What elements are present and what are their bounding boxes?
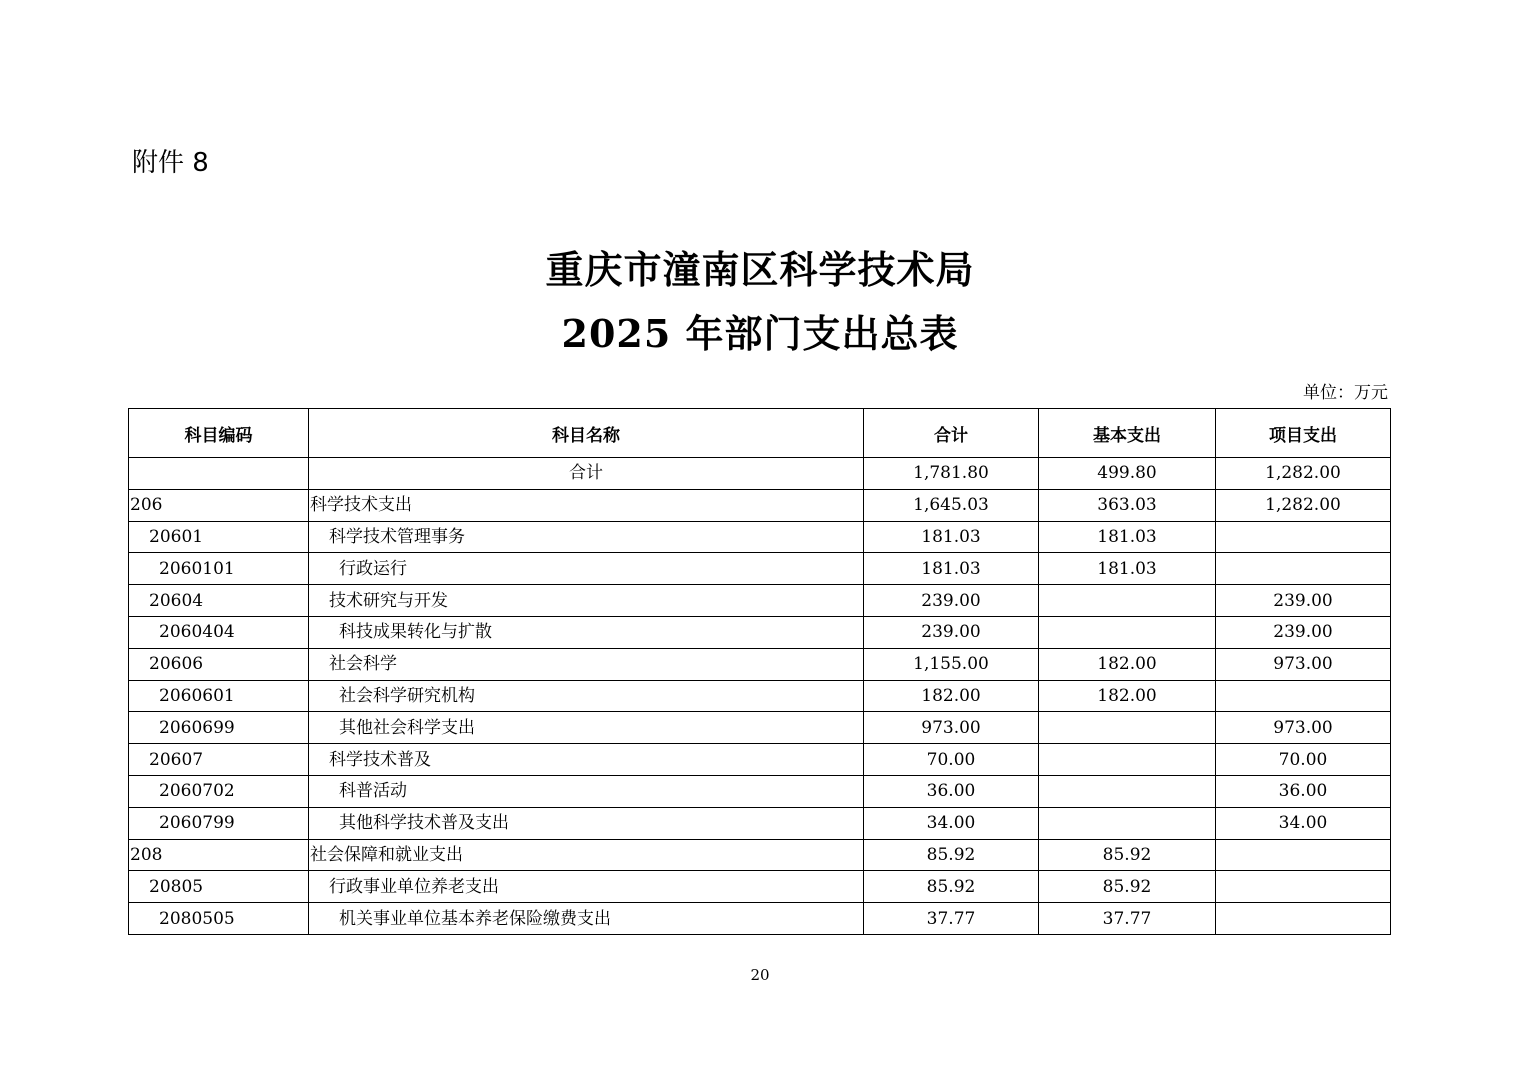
table-row <box>129 648 1391 680</box>
cell-project <box>1216 903 1391 935</box>
cell-project <box>1216 521 1391 553</box>
table-row <box>129 458 1391 490</box>
table-row <box>129 680 1391 712</box>
table-row <box>129 616 1391 648</box>
cell-total: 1,645.03 <box>864 489 1039 521</box>
cell-name: 科学技术支出 <box>309 489 864 521</box>
cell-total: 37.77 <box>864 903 1039 935</box>
table-row <box>129 585 1391 617</box>
cell-code: 20601 <box>129 521 309 553</box>
cell-basic: 85.92 <box>1039 871 1216 903</box>
cell-name: 其他科学技术普及支出 <box>309 807 864 839</box>
table-row <box>129 712 1391 744</box>
cell-code: 2060799 <box>129 807 309 839</box>
cell-name: 社会科学 <box>309 648 864 680</box>
cell-name: 其他社会科学支出 <box>309 712 864 744</box>
cell-name: 科学技术普及 <box>309 744 864 776</box>
cell-basic: 182.00 <box>1039 648 1216 680</box>
cell-code: 2060699 <box>129 712 309 744</box>
cell-basic: 363.03 <box>1039 489 1216 521</box>
cell-basic: 181.03 <box>1039 553 1216 585</box>
cell-total: 1,155.00 <box>864 648 1039 680</box>
cell-project: 973.00 <box>1216 712 1391 744</box>
cell-project: 70.00 <box>1216 744 1391 776</box>
cell-basic: 499.80 <box>1039 458 1216 490</box>
header-name: 科目名称 <box>309 409 864 458</box>
cell-project <box>1216 680 1391 712</box>
unit-label: 单位：万元 <box>1303 383 1388 403</box>
header-project: 项目支出 <box>1216 409 1391 458</box>
cell-project: 36.00 <box>1216 775 1391 807</box>
table-row <box>129 553 1391 585</box>
cell-code: 20805 <box>129 871 309 903</box>
cell-project: 34.00 <box>1216 807 1391 839</box>
table-row <box>129 489 1391 521</box>
cell-total: 181.03 <box>864 553 1039 585</box>
table-row <box>129 521 1391 553</box>
table-row <box>129 775 1391 807</box>
cell-total: 36.00 <box>864 775 1039 807</box>
cell-total: 239.00 <box>864 616 1039 648</box>
header-code: 科目编码 <box>129 409 309 458</box>
header-basic: 基本支出 <box>1039 409 1216 458</box>
document-subtitle: 2025 年部门支出总表 <box>561 311 959 356</box>
cell-project: 1,282.00 <box>1216 458 1391 490</box>
cell-name: 科技成果转化与扩散 <box>309 616 864 648</box>
cell-name: 社会保障和就业支出 <box>309 839 864 871</box>
cell-basic <box>1039 616 1216 648</box>
table-row <box>129 903 1391 935</box>
table-row <box>129 839 1391 871</box>
table-row <box>129 807 1391 839</box>
cell-name: 科学技术管理事务 <box>309 521 864 553</box>
cell-code: 20604 <box>129 585 309 617</box>
cell-code: 2060601 <box>129 680 309 712</box>
cell-total: 973.00 <box>864 712 1039 744</box>
cell-basic: 37.77 <box>1039 903 1216 935</box>
cell-name: 技术研究与开发 <box>309 585 864 617</box>
cell-code: 208 <box>129 839 309 871</box>
cell-project: 239.00 <box>1216 616 1391 648</box>
cell-code: 2060702 <box>129 775 309 807</box>
cell-code <box>129 458 309 490</box>
cell-code: 206 <box>129 489 309 521</box>
cell-total: 70.00 <box>864 744 1039 776</box>
expenditure-table <box>128 408 1391 935</box>
cell-code: 20606 <box>129 648 309 680</box>
table-header-row <box>129 409 1391 458</box>
cell-basic <box>1039 807 1216 839</box>
cell-project <box>1216 553 1391 585</box>
cell-basic <box>1039 585 1216 617</box>
cell-code: 2060101 <box>129 553 309 585</box>
cell-basic: 181.03 <box>1039 521 1216 553</box>
cell-total: 1,781.80 <box>864 458 1039 490</box>
cell-code: 20607 <box>129 744 309 776</box>
cell-total: 182.00 <box>864 680 1039 712</box>
cell-project <box>1216 839 1391 871</box>
cell-project: 239.00 <box>1216 585 1391 617</box>
cell-basic <box>1039 744 1216 776</box>
cell-name: 行政运行 <box>309 553 864 585</box>
cell-project: 973.00 <box>1216 648 1391 680</box>
cell-total: 34.00 <box>864 807 1039 839</box>
cell-project: 1,282.00 <box>1216 489 1391 521</box>
cell-total: 239.00 <box>864 585 1039 617</box>
cell-basic: 85.92 <box>1039 839 1216 871</box>
attachment-label: 附件 8 <box>132 148 209 178</box>
cell-name: 社会科学研究机构 <box>309 680 864 712</box>
cell-total: 181.03 <box>864 521 1039 553</box>
cell-project <box>1216 871 1391 903</box>
cell-basic <box>1039 775 1216 807</box>
cell-basic: 182.00 <box>1039 680 1216 712</box>
cell-name: 机关事业单位基本养老保险缴费支出 <box>309 903 864 935</box>
cell-code: 2080505 <box>129 903 309 935</box>
cell-name: 合计 <box>309 458 864 490</box>
cell-name: 科普活动 <box>309 775 864 807</box>
page-number: 20 <box>750 966 770 984</box>
cell-basic <box>1039 712 1216 744</box>
cell-total: 85.92 <box>864 839 1039 871</box>
document-title: 重庆市潼南区科学技术局 <box>545 247 975 292</box>
cell-code: 2060404 <box>129 616 309 648</box>
table-row <box>129 744 1391 776</box>
table-row <box>129 871 1391 903</box>
cell-name: 行政事业单位养老支出 <box>309 871 864 903</box>
cell-total: 85.92 <box>864 871 1039 903</box>
header-total: 合计 <box>864 409 1039 458</box>
